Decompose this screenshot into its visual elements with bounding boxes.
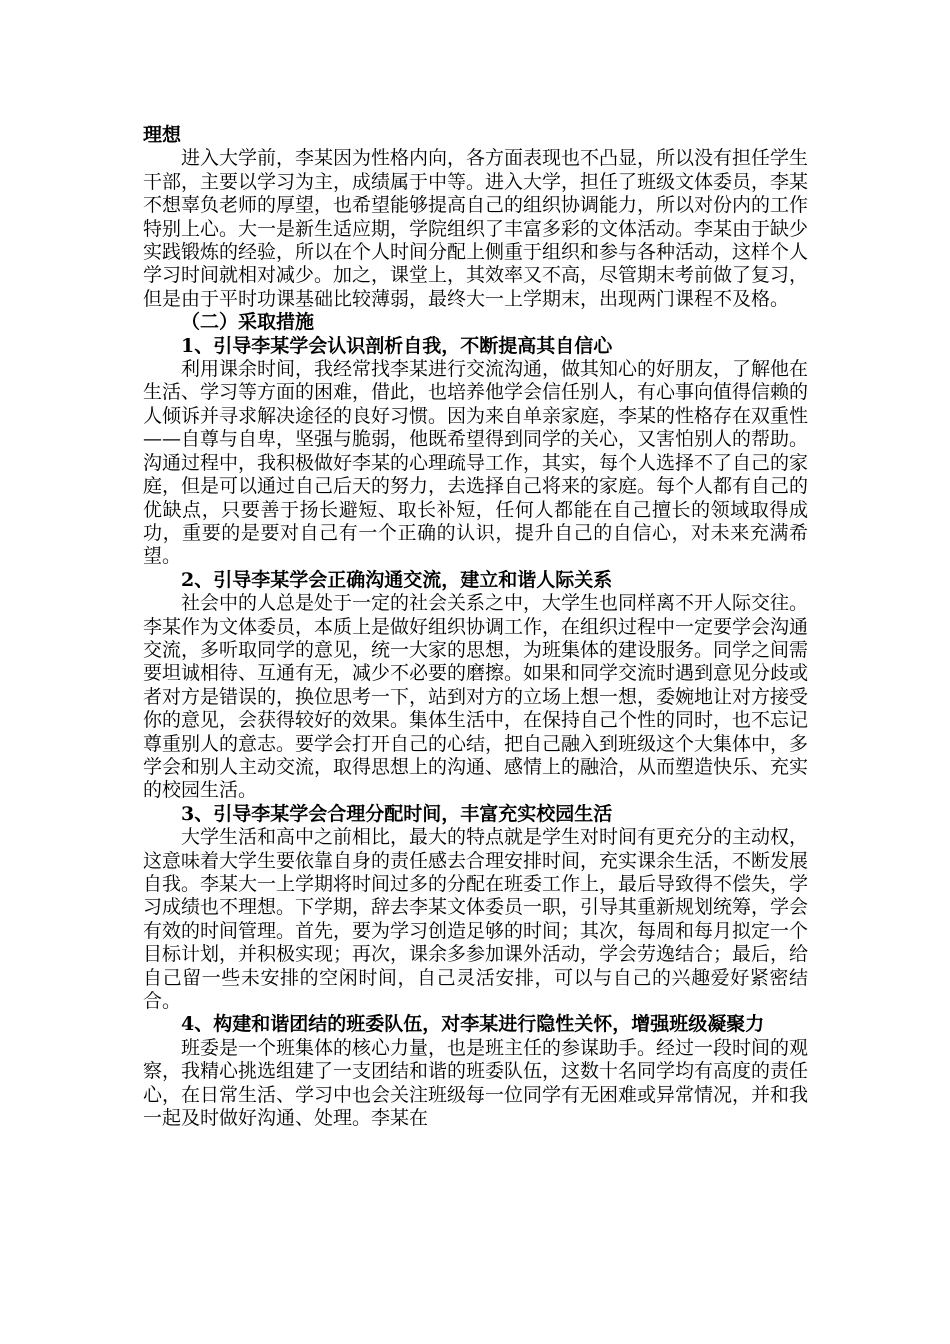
document-page <box>143 124 808 1130</box>
measure-4-body: 班委是一个班集体的核心力量，也是班主任的参谋助手。经过一段时间的观察，我精心挑选组建了一支团结和谐的班委队伍，这数十名同学均有高度的责任心，在日常生活、学习中也会关注班级每一位同学有无困难或异常情况，并和我一起及时做好沟通、处理。李某在 <box>143 1036 809 1130</box>
measure-3-title: 3、引导李某学会合理分配时间，丰富充实校园生活 <box>181 802 613 825</box>
section-title: （二）采取措施 <box>181 311 315 334</box>
measure-2-title: 2、引导李某学会正确沟通交流，建立和谐人际关系 <box>181 568 613 591</box>
measure-4-title: 4、构建和谐团结的班委队伍，对李某进行隐性关怀，增强班级凝聚力 <box>181 1013 765 1036</box>
measure-2-body: 社会中的人总是处于一定的社会关系之中，大学生也同样离不开人际交往。李某作为文体委员，本质上是做好组织协调工作，在组织过程中一定要学会沟通交流，多听取同学的意见，统一大家的思想，为班集体的建设服务。同学之间需要坦诚相待、互通有无，减少不必要的磨擦。如果和同学交流时遇到意见分歧或者对方是错误的，换位思考一下，站到对方的立场上想一想，委婉地让对方接受你的意见，会获得较好的效果。集体生活中，在保持自己个性的同时，也不忘记尊重别人的意志。要学会打开自己的心结，把自己融入到班级这个大集体中，多学会和别人主动交流，取得思想上的沟通、感情上的融洽，从而塑造快乐、充实的校园生活。 <box>143 592 809 802</box>
measure-1-body: 利用课余时间，我经常找李某进行交流沟通，做其知心的好朋友，了解他在生活、学习等方面的困难，借此，也培养他学会信任别人，有心事向值得信赖的人倾诉并寻求解决途径的良好习惯。因为来自单亲家庭，李某的性格存在双重性——自尊与自卑，坚强与脆弱，他既希望得到同学的关心，又害怕别人的帮助。沟通过程中，我积极做好李某的心理疏导工作，其实，每个人选择不了自己的家庭，但是可以通过自己后天的努力，去选择自己将来的家庭。每个人都有自己的优缺点，只要善于扬长避短、取长补短，任何人都能在自己擅长的领域取得成功，重要的是要对自己有一个正确的认识，提升自己的自信心，对未来充满希望。 <box>143 358 809 568</box>
measure-3-body: 大学生活和高中之前相比，最大的特点就是学生对时间有更充分的主动权，这意味着大学生要依靠自身的责任感去合理安排时间，充实课余生活，不断发展自我。李某大一上学期将时间过多的分配在班委工作上，最后导致得不偿失，学习成绩也不理想。下学期，辞去李某文体委员一职，引导其重新规划统筹，学会有效的时间管理。首先，要为学习创造足够的时间；其次，每周和每月拟定一个目标计划，并积极实现；再次，课余多参加课外活动，学会劳逸结合；最后，给自己留一些未安排的空闲时间，自己灵活安排，可以与自己的兴趣爱好紧密结合。 <box>143 826 809 1013</box>
measure-1-title: 1、引导李某学会认识剖析自我，不断提高其自信心 <box>181 334 613 357</box>
heading-fragment: 理想 <box>143 124 182 146</box>
intro-paragraph: 进入大学前，李某因为性格内向，各方面表现也不凸显，所以没有担任学生干部，主要以学习为主，成绩属于中等。进入大学，担任了班级文体委员，李某不想辜负老师的厚望，也希望能够提高自己的组织协调能力，所以对份内的工作特别上心。大一是新生适应期，学院组织了丰富多彩的文体活动。李某由于缺少实践锻炼的经验，所以在个人时间分配上侧重于组织和参与各种活动，这样个人学习时间就相对减少。加之，课堂上，其效率又不高，尽管期末考前做了复习，但是由于平时功课基础比较薄弱，最终大一上学期末，出现两门课程不及格。 <box>143 147 809 310</box>
